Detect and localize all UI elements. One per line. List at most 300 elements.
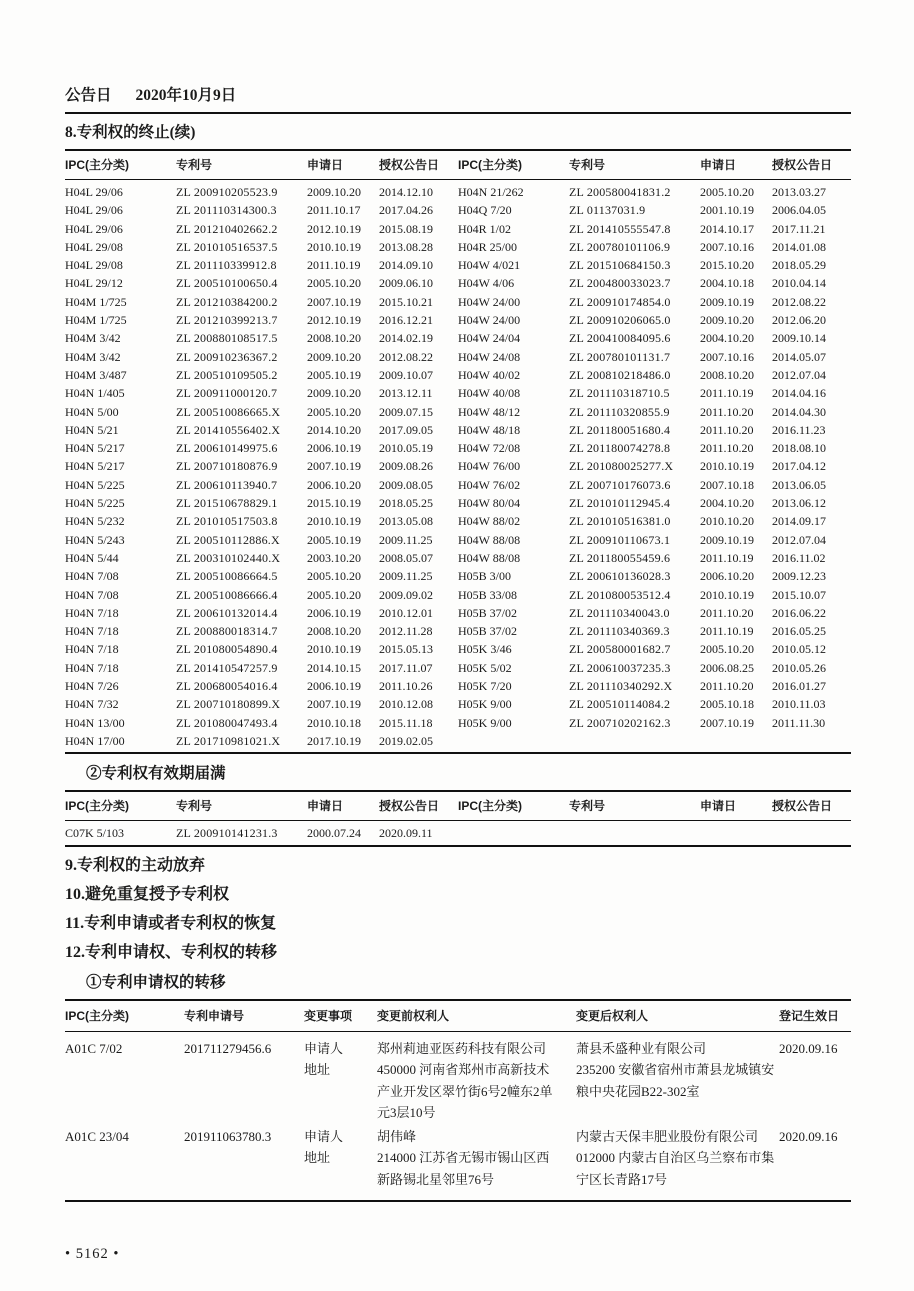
patent-row [65,384,458,402]
change-items-cell [304,1126,779,1191]
grant-date-cell: 2012.08.22 [772,294,826,309]
new-rights-holder: 235200 安徽省宿州市萧县龙城镇安粮中央花园B22-302室 [576,1062,775,1099]
grant-date-cell: 2017.04.12 [772,459,826,474]
new-rights-holder: 内蒙古天保丰肥业股份有限公司 [576,1128,759,1144]
patent-number-cell: ZL 201110340292.X [569,679,673,694]
ipc-cell: H04N 5/243 [65,532,125,547]
patent-row [65,220,458,238]
ipc-cell: H04N 7/18 [65,660,119,675]
ipc-cell: H04N 5/217 [65,459,125,474]
section-expired-title: ②专利权有效期届满 [86,765,226,783]
grant-date-cell: 2018.08.10 [772,441,826,456]
patent-number-cell: ZL 200510112886.X [176,532,280,547]
grant-date-cell: 2010.12.08 [379,697,433,712]
patent-number-cell: ZL 200710180876.9 [176,459,278,474]
ipc-cell: H04W 4/06 [458,276,515,291]
patent-number-cell: ZL 200510086664.5 [176,569,278,584]
patent-row [458,439,851,457]
filing-date-cell: 2005.10.20 [307,404,361,419]
ipc-cell: H04M 3/42 [65,331,121,346]
patent-number-cell: ZL 200910110673.1 [569,532,671,547]
filing-date-cell: 2015.10.20 [700,258,754,273]
ipc-cell: C07K 5/103 [65,826,125,841]
ipc-cell: H04L 29/12 [65,276,123,291]
patent-number-cell: ZL 201110320855.9 [569,404,670,419]
filing-date-cell: 2014.10.15 [307,660,361,675]
patent-number-cell: ZL 200610149975.6 [176,441,278,456]
patent-row [65,714,458,732]
ipc-cell: H05B 3/00 [458,569,512,584]
patent-number-cell: ZL 200480033023.7 [569,276,671,291]
filing-date-cell: 2015.10.19 [307,496,361,511]
change-item [304,1126,779,1148]
filing-date-cell: 2005.10.20 [700,185,754,199]
filing-date-column-header: 申请日 [700,158,737,172]
ipc-cell: H04W 72/08 [458,441,521,456]
filing-date-cell: 2010.10.19 [307,642,361,657]
filing-date-cell: 2007.10.19 [700,715,754,730]
grant-date-cell: 2015.11.18 [379,715,433,730]
filing-date-cell: 2005.10.19 [307,532,361,547]
patent-number-cell: ZL 200710202162.3 [569,715,671,730]
grant-date-cell: 2017.11.21 [772,221,826,236]
filing-date-cell: 2004.10.18 [700,276,754,291]
transfer-table-header [65,1001,851,1032]
filing-date-cell: 2012.10.19 [307,221,361,236]
ipc-cell: H04N 21/262 [458,185,524,199]
patent-row [65,476,458,494]
patent-row [65,622,458,640]
filing-date-cell: 2000.07.24 [307,826,361,841]
grant-date-cell: 2015.10.21 [379,294,433,309]
patent-row [458,586,851,604]
ipc-cell: H04M 1/725 [65,313,127,328]
grant-date-column-header: 授权公告日 [772,799,833,814]
patent-row [65,366,458,384]
filing-date-cell: 2010.10.18 [307,715,361,730]
filing-date-cell: 2011.10.19 [700,386,754,401]
patent-row [65,293,458,311]
ipc-cell: H04W 4/021 [458,258,521,273]
section-transfer-title: ①专利申请权的转移 [86,973,226,991]
patent-row [458,220,851,238]
filing-date-cell: 2010.10.19 [307,514,361,529]
application-transfer-table [65,999,851,1203]
grant-date-cell: 2013.05.08 [379,514,433,529]
patent-row [65,604,458,622]
patent-number-cell: ZL 201180051680.4 [569,422,671,437]
filing-date-cell: 2011.10.20 [700,441,754,456]
expired-table-header [65,792,851,821]
filing-date-cell: 2008.10.20 [307,624,361,639]
filing-date-cell: 2010.10.19 [700,459,754,474]
grant-date-column-header: 授权公告日 [379,799,440,814]
change-item-label: 申请人 [304,1128,344,1144]
patent-number-cell: ZL 200910141231.3 [176,826,278,841]
ipc-cell: H04N 7/08 [65,587,119,602]
ipc-cell: H04N 5/21 [65,422,119,437]
gazette-date-header [65,86,851,114]
grant-date-cell: 2019.02.05 [379,733,433,748]
grant-date-cell: 2015.08.19 [379,221,433,236]
ipc-cell: H04W 40/08 [458,386,521,401]
transfer-row [65,1126,851,1191]
grant-date-cell: 2012.07.04 [772,532,826,547]
patent-number-cell: ZL 200911000120.7 [176,386,278,401]
grant-date-cell: 2014.02.19 [379,331,433,346]
grant-date-cell: 2009.08.05 [379,477,433,492]
grant-date-cell: 2010.12.01 [379,605,433,620]
filing-date-cell: 2011.10.19 [307,258,361,273]
ipc-cell: H05K 3/46 [458,642,512,657]
patent-number-column-header: 专利号 [176,799,213,814]
ipc-cell: H04W 24/08 [458,349,521,364]
ipc-cell: H04L 29/06 [65,221,123,236]
new-rights-holder-column-header: 变更后权利人 [576,1008,649,1023]
patent-row [458,293,851,311]
patent-row [458,549,851,567]
effective-date-cell: 2020.09.16 [779,1128,838,1144]
patent-number-cell: ZL 201510684150.3 [569,258,671,273]
patent-number-cell: ZL 201410547257.9 [176,660,278,675]
patent-row [65,439,458,457]
ipc-cell: A01C 23/04 [65,1128,129,1144]
ipc-cell: H04W 48/18 [458,422,521,437]
patent-number-cell: ZL 201110340369.3 [569,624,670,639]
patent-row [65,567,458,585]
patent-row [65,403,458,421]
application-number-cell: 201911063780.3 [184,1128,272,1144]
grant-date-cell: 2012.08.22 [379,349,433,364]
ipc-cell: H04N 5/00 [65,404,119,419]
patent-row [65,457,458,475]
grant-date-cell: 2016.05.25 [772,624,826,639]
ipc-cell: H04W 24/00 [458,294,521,309]
filing-date-cell: 2007.10.18 [700,477,754,492]
header-half [458,158,851,173]
patent-number-cell: ZL 200310102440.X [176,550,281,565]
ipc-cell: H04N 7/32 [65,697,119,712]
ipc-cell: H04N 7/18 [65,642,119,657]
gazette-date-value: 2020年10月9日 [135,87,237,104]
grant-date-column-header: 授权公告日 [772,158,833,172]
patent-row [65,201,458,219]
filing-date-cell: 2011.10.20 [700,404,754,419]
application-number-cell: 201711279456.6 [184,1040,272,1056]
patent-number-cell: ZL 200710176073.6 [569,477,671,492]
grant-date-cell: 2013.12.11 [379,386,433,401]
ipc-cell: H04L 29/08 [65,239,123,254]
filing-date-cell: 2003.10.20 [307,550,361,565]
ipc-cell: H04W 76/02 [458,477,521,492]
patent-number-cell: ZL 201110318710.5 [569,386,670,401]
grant-date-cell: 2014.12.10 [379,185,433,199]
patent-number-cell: ZL 01137031.9 [569,203,646,218]
grant-date-cell: 2016.12.21 [379,313,433,328]
filing-date-cell: 2005.10.18 [700,697,754,712]
patent-row [458,183,851,201]
ipc-cell: H04L 29/06 [65,203,123,218]
expired-left-column [65,824,458,842]
ipc-cell: H05B 33/08 [458,587,518,602]
previous-rights-holder: 450000 河南省郑州市高新技术产业开发区翠竹街6号2幢东2单元3层10号 [377,1062,553,1120]
patent-number-cell: ZL 200910206065.0 [569,313,671,328]
transfer-row [65,1038,851,1124]
patent-row [65,677,458,695]
patent-number-cell: ZL 200610037235.3 [569,660,671,675]
expired-table-body [65,821,851,844]
new-rights-holder: 012000 内蒙古自治区乌兰察布市集宁区长青路17号 [576,1150,775,1187]
page-number: • 5162 • [65,1246,120,1262]
ipc-column-header: IPC(主分类) [65,158,129,172]
patent-row [458,403,851,421]
patent-row [458,384,851,402]
header-half [65,158,458,173]
patent-number-cell: ZL 201410555547.8 [569,221,671,236]
header-half [65,799,458,814]
ipc-cell: H04N 7/08 [65,569,119,584]
patent-number-cell: ZL 200510100650.4 [176,276,278,291]
patent-number-cell: ZL 201080054890.4 [176,642,278,657]
patent-number-cell: ZL 201510678829.1 [176,496,278,511]
patent-number-cell: ZL 200510086665.X [176,404,281,419]
terminated-patents-table [65,149,851,754]
ipc-cell: H05K 5/02 [458,660,512,675]
filing-date-cell: 2009.10.20 [307,386,361,401]
ipc-cell: H04R 25/00 [458,239,518,254]
patent-number-cell: ZL 201210399213.7 [176,313,278,328]
grant-date-cell: 2008.05.07 [379,550,433,565]
patent-number-cell: ZL 201180074278.8 [569,441,671,456]
effective-date-column-header: 登记生效日 [779,1008,840,1023]
patent-row [458,677,851,695]
filing-date-cell: 2006.10.20 [700,569,754,584]
section-9-heading: 9.专利权的主动放弃 [65,857,206,874]
patent-row [458,476,851,494]
ipc-cell: H04N 5/225 [65,477,125,492]
grant-date-cell: 2016.01.27 [772,679,826,694]
patent-number-cell: ZL 200910236367.2 [176,349,278,364]
patent-number-cell: ZL 200580001682.7 [569,642,671,657]
filing-date-cell: 2006.10.19 [307,441,361,456]
previous-rights-holder: 胡伟峰 [377,1128,417,1144]
ipc-cell: H04W 40/02 [458,367,521,382]
grant-date-cell: 2012.06.20 [772,313,826,328]
patent-number-cell: ZL 201180055459.6 [569,550,671,565]
ipc-cell: H04M 1/725 [65,294,127,309]
patent-number-cell: ZL 201210384200.2 [176,294,278,309]
filing-date-cell: 2009.10.20 [700,313,754,328]
ipc-cell: H04N 1/405 [65,386,125,401]
ipc-cell: H05B 37/02 [458,624,518,639]
filing-date-cell: 2007.10.19 [307,294,361,309]
filing-date-cell: 2010.10.19 [307,239,361,254]
patent-row [458,311,851,329]
grant-date-cell: 2014.01.08 [772,239,826,254]
grant-date-cell: 2013.03.27 [772,185,826,199]
grant-date-column-header: 授权公告日 [379,158,440,172]
filing-date-cell: 2014.10.17 [700,221,754,236]
ipc-cell: H04L 29/08 [65,258,123,273]
patent-row [458,329,851,347]
ipc-cell: H04W 76/00 [458,459,521,474]
grant-date-cell: 2014.09.17 [772,514,826,529]
grant-date-cell: 2010.05.12 [772,642,826,657]
grant-date-cell: 2018.05.25 [379,496,433,511]
change-item [304,1147,779,1190]
change-item-column-header: 变更事项 [304,1008,353,1023]
ipc-cell: H04N 7/18 [65,605,119,620]
patent-number-cell: ZL 200410084095.6 [569,331,671,346]
terminated-table-body [65,180,851,752]
patent-number-cell: ZL 200580041831.2 [569,185,671,199]
patent-row [458,421,851,439]
patent-number-column-header: 专利号 [569,799,606,814]
patent-number-cell: ZL 200780101131.7 [569,349,671,364]
patent-row [65,732,458,750]
ipc-cell: H04N 7/26 [65,679,119,694]
grant-date-cell: 2012.07.04 [772,367,826,382]
patent-row [65,640,458,658]
patent-number-cell: ZL 200510114084.2 [569,697,671,712]
patent-row [458,256,851,274]
filing-date-cell: 2005.10.20 [307,569,361,584]
filing-date-cell: 2005.10.20 [700,642,754,657]
ipc-cell: H04W 24/04 [458,331,521,346]
patent-row [65,348,458,366]
grant-date-cell: 2009.11.25 [379,569,433,584]
ipc-cell: H04W 88/08 [458,532,521,547]
change-item [304,1038,779,1060]
patent-row [458,238,851,256]
grant-date-cell: 2017.04.26 [379,203,433,218]
ipc-column-header: IPC(主分类) [458,799,522,814]
filing-date-cell: 2009.10.19 [700,532,754,547]
grant-date-cell: 2016.11.02 [772,550,826,565]
change-item-label: 地址 [304,1062,331,1077]
patent-row [458,457,851,475]
ipc-cell: H04N 5/225 [65,496,125,511]
patent-number-cell: ZL 200610132014.4 [176,605,278,620]
patent-number-cell: ZL 200610113940.7 [176,477,278,492]
grant-date-cell: 2009.11.25 [379,532,433,547]
ipc-column-header: IPC(主分类) [458,158,522,172]
filing-date-cell: 2009.10.19 [700,294,754,309]
patent-number-cell: ZL 200610136028.3 [569,569,671,584]
ipc-cell: H04L 29/06 [65,185,123,199]
patent-row [458,494,851,512]
patent-number-cell: ZL 201080047493.4 [176,715,278,730]
patent-number-cell: ZL 201710981021.X [176,733,281,748]
grant-date-cell: 2009.10.07 [379,367,433,382]
patent-row [458,640,851,658]
previous-rights-holder-column-header: 变更前权利人 [377,1008,450,1023]
grant-date-cell: 2014.05.07 [772,349,826,364]
filing-date-cell: 2007.10.19 [307,697,361,712]
grant-date-cell: 2009.09.02 [379,587,433,602]
filing-date-column-header: 申请日 [307,158,344,172]
application-number-column-header: 专利申请号 [184,1008,245,1023]
grant-date-cell: 2009.06.10 [379,276,433,291]
ipc-cell: H04W 24/00 [458,313,521,328]
grant-date-cell: 2017.09.05 [379,422,433,437]
patent-number-cell: ZL 200510109505.2 [176,367,278,382]
grant-date-cell: 2015.05.13 [379,642,433,657]
terminated-left-column [65,183,458,750]
patent-number-cell: ZL 200680054016.4 [176,679,278,694]
change-item-label: 地址 [304,1150,331,1165]
ipc-column-header: IPC(主分类) [65,1008,129,1023]
filing-date-cell: 2017.10.19 [307,733,361,748]
expired-patents-table [65,790,851,846]
patent-number-cell: ZL 201110339912.8 [176,258,277,273]
filing-date-cell: 2011.10.20 [700,605,754,620]
grant-date-cell: 2010.11.03 [772,697,826,712]
grant-date-cell: 2013.06.05 [772,477,826,492]
filing-date-cell: 2010.10.19 [700,587,754,602]
filing-date-column-header: 申请日 [700,799,737,814]
change-items-cell [304,1038,779,1124]
transfer-table-body [65,1032,851,1201]
patent-row [65,494,458,512]
patent-row [458,659,851,677]
filing-date-cell: 2006.10.19 [307,679,361,694]
grant-date-cell: 2006.04.05 [772,203,826,218]
patent-row [65,329,458,347]
filing-date-cell: 2009.10.20 [307,185,361,199]
patent-row [458,622,851,640]
filing-date-cell: 2012.10.19 [307,313,361,328]
patent-row [65,586,458,604]
patent-number-cell: ZL 201410556402.X [176,422,281,437]
ipc-cell: H04N 13/00 [65,715,125,730]
filing-date-cell: 2011.10.17 [307,203,361,218]
patent-row [65,512,458,530]
patent-number-cell: ZL 201010112945.4 [569,496,671,511]
patent-row [458,604,851,622]
filing-date-cell: 2001.10.19 [700,203,754,218]
grant-date-cell: 2009.10.14 [772,331,826,346]
grant-date-cell: 2010.05.19 [379,441,433,456]
ipc-cell: H04W 48/12 [458,404,521,419]
ipc-cell: H05B 37/02 [458,605,518,620]
section-8-title: 8.专利权的终止(续) [65,124,196,141]
patent-row [65,183,458,201]
filing-date-cell: 2011.10.20 [700,679,754,694]
ipc-cell: H04R 1/02 [458,221,512,236]
patent-number-column-header: 专利号 [569,158,606,172]
patent-row [458,512,851,530]
patent-row [458,695,851,713]
terminated-right-column [458,183,851,732]
filing-date-cell: 2014.10.20 [307,422,361,437]
grant-date-cell: 2014.04.16 [772,386,826,401]
filing-date-cell: 2006.10.20 [307,477,361,492]
filing-date-cell: 2011.10.19 [700,550,754,565]
grant-date-cell: 2015.10.07 [772,587,826,602]
patent-row [65,549,458,567]
patent-number-cell: ZL 200910205523.9 [176,185,278,199]
previous-rights-holder: 郑州莉迪亚医药科技有限公司 [377,1040,547,1056]
patent-number-cell: ZL 200510086666.4 [176,587,278,602]
ipc-cell: H04Q 7/20 [458,203,512,218]
grant-date-cell: 2013.08.28 [379,239,433,254]
patent-row [65,274,458,292]
patent-number-cell: ZL 200810218486.0 [569,367,671,382]
grant-date-cell: 2012.11.28 [379,624,433,639]
patent-number-cell: ZL 200710180899.X [176,697,281,712]
patent-number-cell: ZL 201010516537.5 [176,239,278,254]
